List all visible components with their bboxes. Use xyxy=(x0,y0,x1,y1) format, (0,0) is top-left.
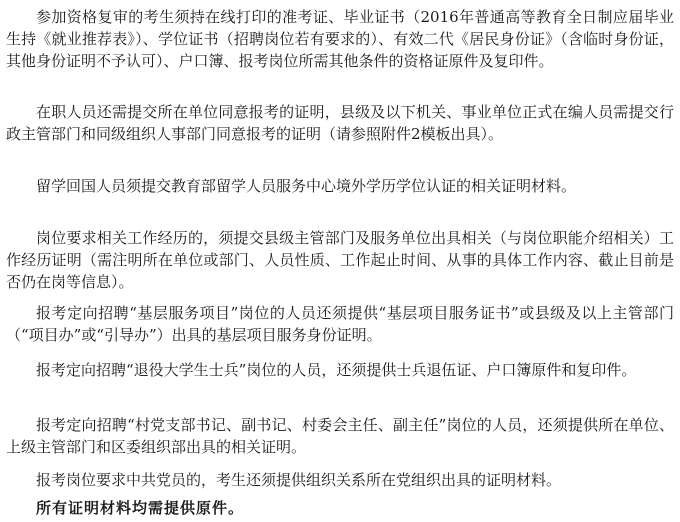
paragraph-village-officials: 报考定向招聘“村党支部书记、副书记、村委会主任、副主任”岗位的人员，还须提供所在单位、上级主管部门和区委组织部出具的相关证明。 xyxy=(6,416,674,456)
paragraph-party-members: 报考岗位要求中共党员的，考生还须提供组织关系所在党组织出具的证明材料。 xyxy=(36,471,562,489)
paragraph-employed-applicants: 在职人员还需提交所在单位同意报考的证明，县级及以下机关、事业单位正式在编人员需提交行政主管部门和同级组织人事部门同意报考的证明（请参照附件2模板出具）。 xyxy=(6,103,674,143)
paragraph-grassroots-service: 报考定向招聘“基层服务项目”岗位的人员还须提供“基层项目服务证书”或县级及以上主管部门（“项目办”或“引导办”）出具的基层项目服务身份证明。 xyxy=(6,304,674,344)
paragraph-veteran-students: 报考定向招聘“退役大学生士兵”岗位的人员，还须提供士兵退伍证、户口簿原件和复印件。 xyxy=(36,361,637,379)
closing-note: 所有证明材料均需提供原件。 xyxy=(36,499,245,517)
paragraph-work-experience: 岗位要求相关工作经历的，须提交县级主管部门及服务单位出具相关（与岗位职能介绍相关）工作经历证明（需注明所在单位或部门、人员性质、工作起止时间、从事的具体工作内容、截止目前是否仍在岗等信息）。 xyxy=(6,229,674,291)
paragraph-returned-students: 留学回国人员须提交教育部留学人员服务中心境外学历学位认证的相关证明材料。 xyxy=(36,177,577,195)
paragraph-qualification-review: 参加资格复审的考生须持在线打印的准考证、毕业证书（2016年普通高等教育全日制应届毕业生持《就业推荐表》）、学位证书（招聘岗位若有要求的）、有效二代《居民身份证》（含临时身份证，其他身份证明不予认可）、户口簿、报考岗位所需其他条件的资格证原件及复印件。 xyxy=(6,8,674,70)
